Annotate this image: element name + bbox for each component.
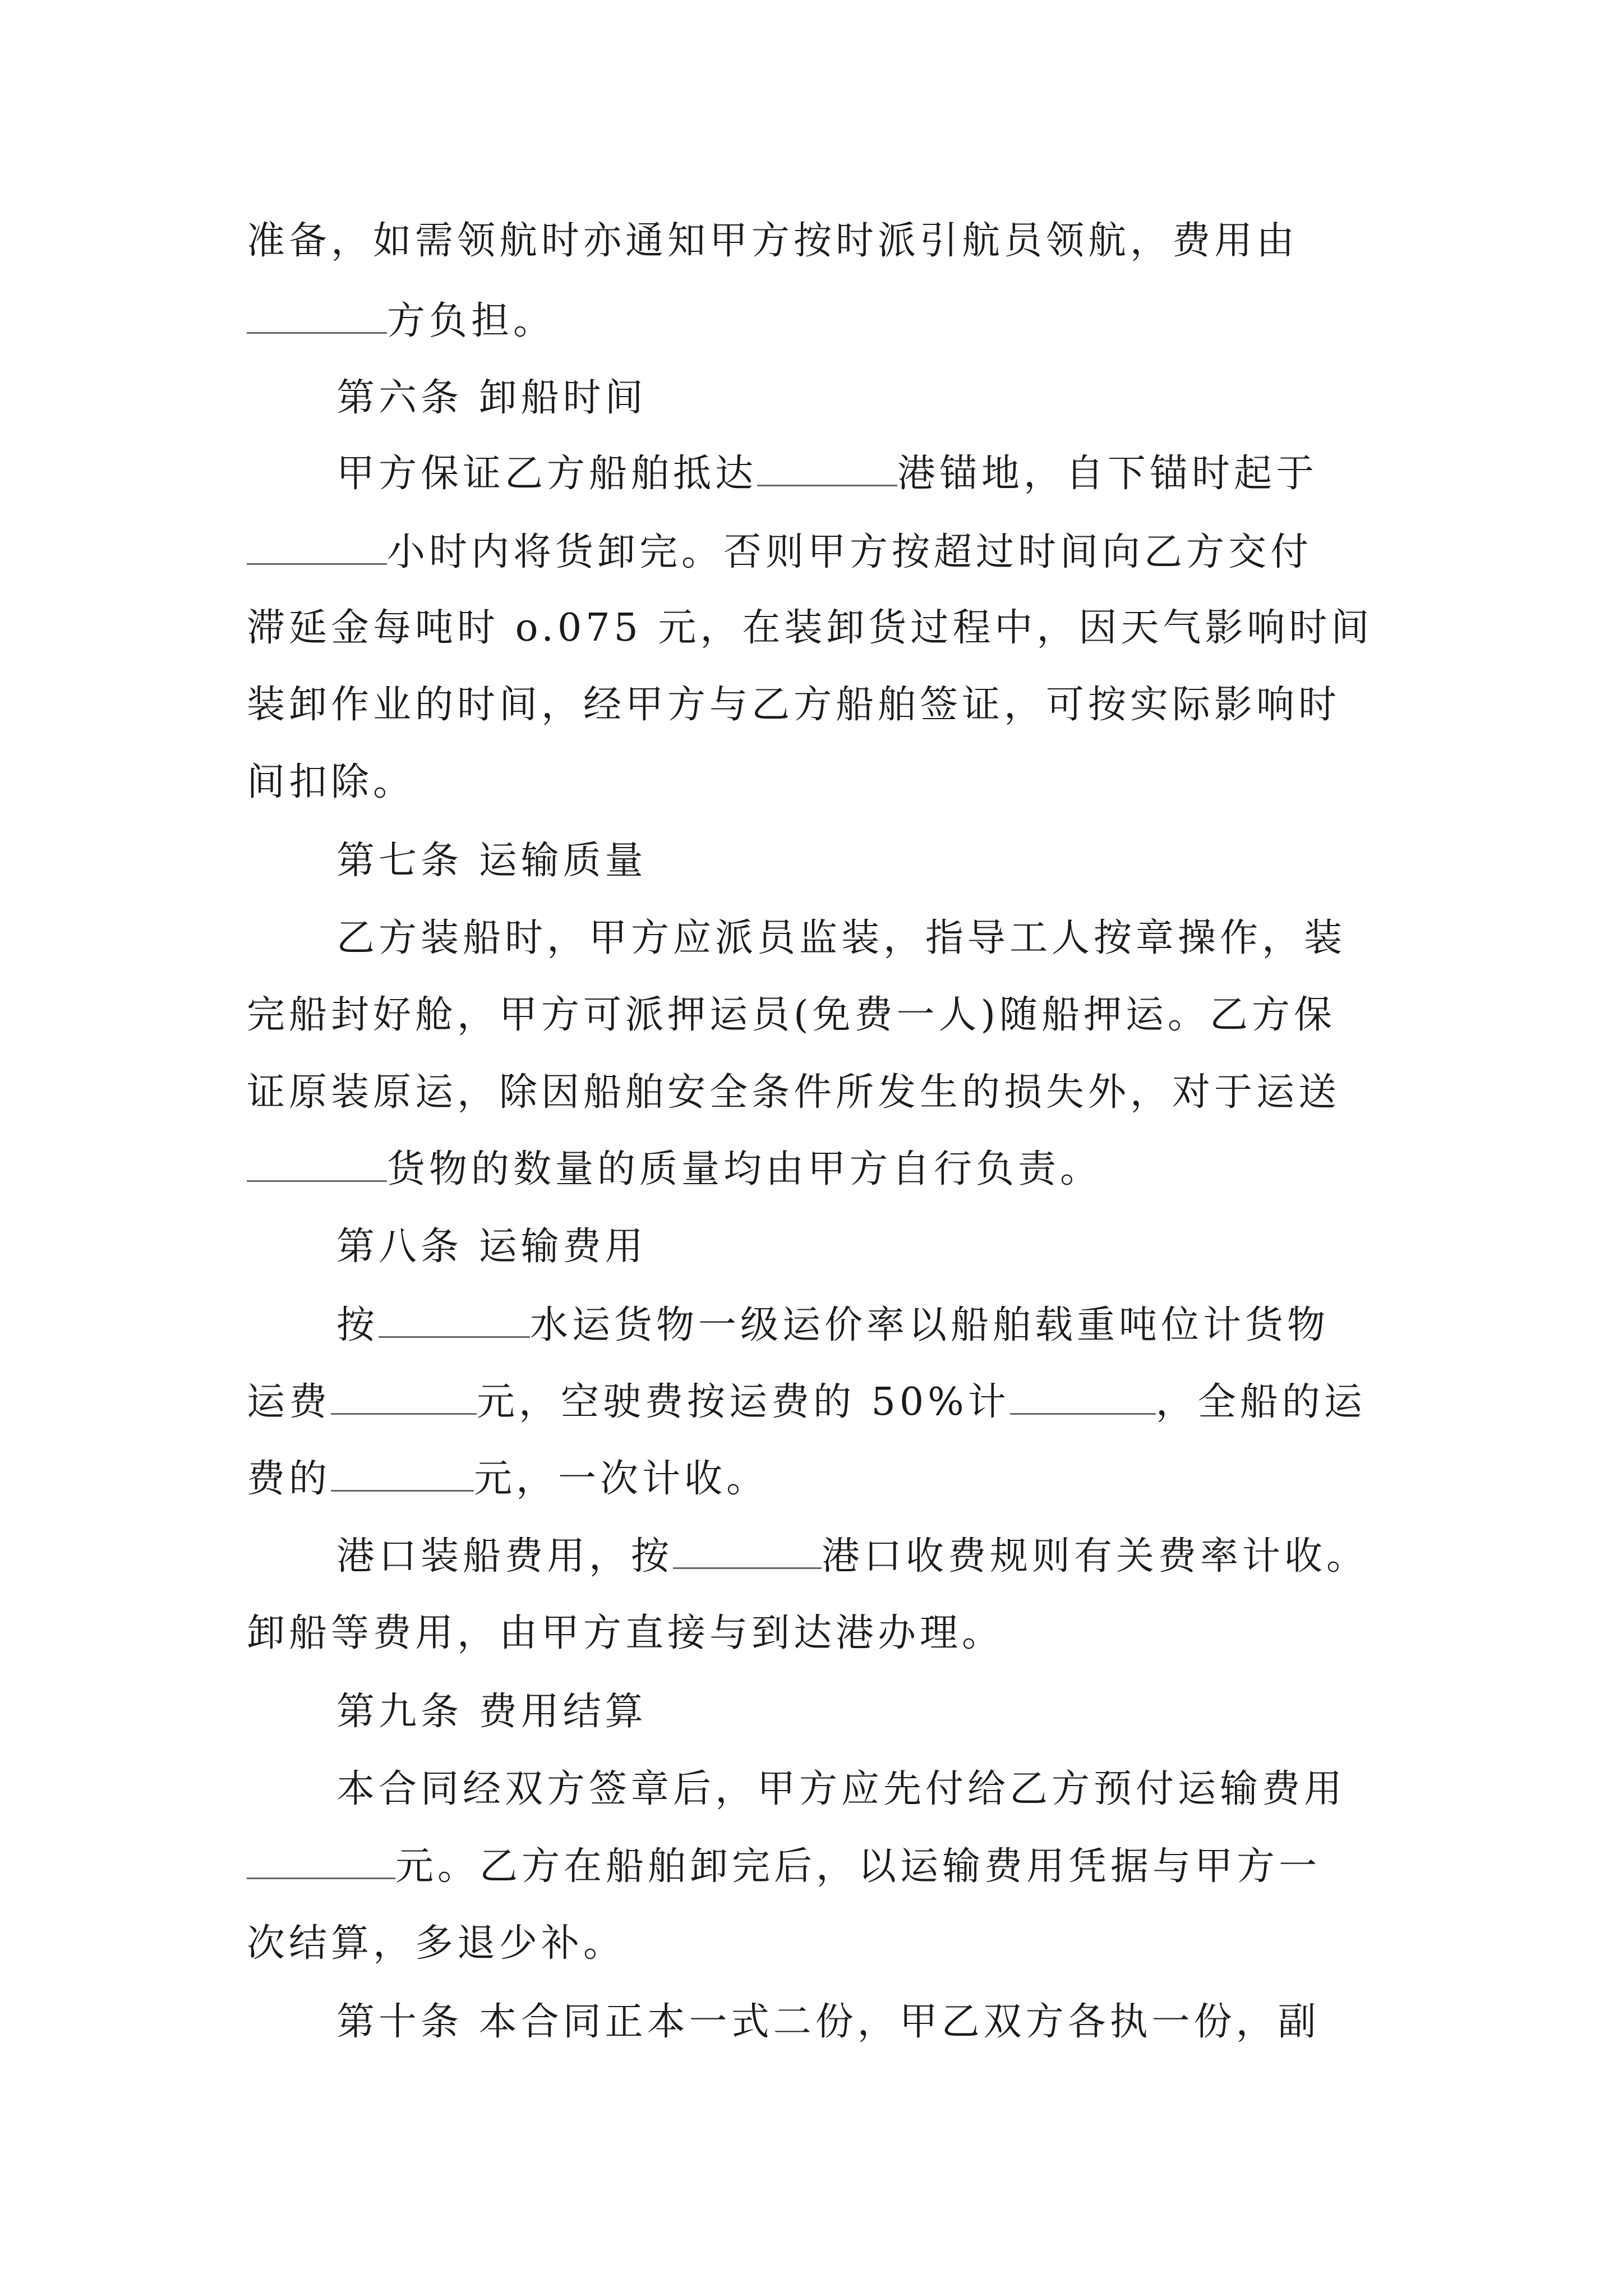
text-line: [336, 1222, 647, 1272]
text-segment: 小时内将货卸完。否则甲方按超过时间向乙方交付: [387, 530, 1313, 574]
fill-in-blank: [1010, 1379, 1156, 1415]
text-line: [247, 1454, 768, 1504]
text-line: [336, 373, 647, 424]
text-segment: 第九条 费用结算: [336, 1690, 647, 1734]
text-line: [336, 1300, 1329, 1351]
text-line: [336, 836, 647, 886]
text-segment: 第七条 运输质量: [336, 839, 647, 883]
text-line: [247, 1377, 1366, 1428]
text-segment: 货物的数量的质量均由甲方自行负责。: [387, 1147, 1103, 1191]
fill-in-blank: [379, 1303, 530, 1338]
text-segment: 次结算，多退少补。: [247, 1921, 626, 1966]
text-line: [247, 1918, 625, 1969]
text-segment: 水运货物一级运价率以船舶载重吨位计货物: [530, 1303, 1330, 1347]
text-line: [336, 1997, 1320, 2047]
text-line: [336, 1687, 647, 1737]
text-segment: 准备，如需领航时亦通知甲方按时派引航员领航，费用由: [247, 219, 1299, 263]
fill-in-blank: [331, 1379, 477, 1415]
text-line: [247, 527, 1312, 578]
fill-in-blank: [247, 1844, 395, 1879]
text-line: [336, 1764, 1346, 1815]
text-line: [247, 680, 1340, 730]
text-segment: 方负担。: [387, 299, 556, 343]
fill-in-blank: [673, 1534, 822, 1569]
text-segment: 第八条 运输费用: [336, 1225, 647, 1269]
text-segment: 乙方装船时，甲方应派员监装，指导工人按章操作，装: [336, 916, 1347, 960]
text-segment: 装卸作业的时间，经甲方与乙方船舶签证，可按实际影响时: [247, 683, 1341, 727]
text-line: [247, 216, 1298, 266]
text-segment: 元，空驶费按运费的 50%计: [477, 1380, 1010, 1424]
text-segment: 费的: [247, 1457, 331, 1501]
text-line: [247, 1068, 1340, 1118]
fill-in-blank: [247, 530, 387, 565]
text-line: [247, 1842, 1321, 1892]
text-segment: 卸船等费用，由甲方直接与到达港办理。: [247, 1611, 1004, 1655]
text-segment: 第十条 本合同正本一式二份，甲乙双方各执一份，副: [336, 2000, 1320, 2044]
text-segment: 甲方保证乙方船舶抵达: [336, 452, 758, 496]
text-line: [247, 990, 1336, 1041]
text-segment: 运费: [247, 1380, 331, 1424]
text-line: [247, 296, 555, 347]
text-line: [247, 1608, 1004, 1659]
fill-in-blank: [757, 451, 897, 486]
text-segment: 港口装船费用，按: [336, 1534, 674, 1579]
text-segment: 滞延金每吨时 o.075 元，在装卸货过程中，因天气影响时间: [247, 606, 1373, 650]
fill-in-blank: [247, 298, 387, 334]
text-line: [336, 913, 1346, 964]
text-line: [336, 1531, 1368, 1582]
fill-in-blank: [331, 1456, 474, 1492]
text-segment: 港锚地，自下锚时起于: [897, 452, 1318, 496]
fill-in-blank: [247, 1147, 387, 1182]
text-line: [247, 757, 415, 808]
text-segment: 证原装原运，除因船舶安全条件所发生的损失外，对于运送: [247, 1070, 1341, 1115]
text-segment: 按: [336, 1303, 379, 1347]
text-segment: 第六条 卸船时间: [336, 376, 647, 420]
text-line: [247, 603, 1373, 654]
text-segment: 元。乙方在船舶卸完后，以运输费用凭据与甲方一: [395, 1844, 1321, 1889]
text-segment: 本合同经双方签章后，甲方应先付给乙方预付运输费用: [336, 1767, 1347, 1811]
text-segment: 间扣除。: [247, 760, 416, 804]
text-segment: 完船封好舱，甲方可派押运员(免费一人)随船押运。乙方保: [247, 993, 1336, 1037]
text-segment: 港口收费规则有关费率计收。: [822, 1534, 1369, 1579]
text-segment: ，全船的运: [1155, 1380, 1366, 1424]
text-line: [247, 1144, 1102, 1195]
text-segment: 元，一次计收。: [474, 1457, 769, 1501]
text-line: [336, 449, 1318, 499]
